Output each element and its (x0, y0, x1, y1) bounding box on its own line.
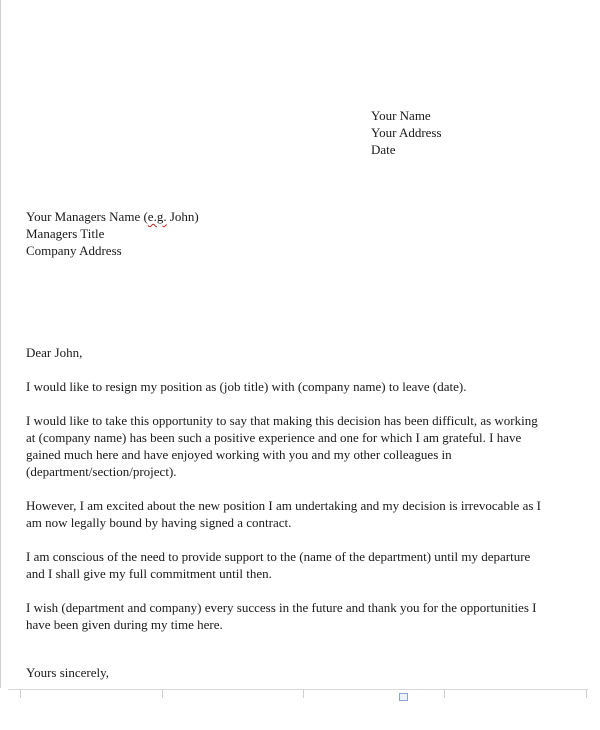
recipient-name (26, 208, 199, 225)
paragraph-resignation: I would like to resign my position as (job title) with (company name) to leave (date). (26, 379, 467, 394)
spellcheck-word[interactable]: e.g. (147, 209, 167, 224)
recipient-block (26, 208, 199, 259)
page-icon[interactable] (399, 693, 408, 701)
paragraph-new-position: However, I am excited about the new position I am undertaking and my decision is irrevocable as I am now legally bound by having signed a contract. (26, 498, 541, 530)
ruler-tick (303, 690, 304, 698)
footer-divider (8, 689, 588, 690)
recipient-address: Company Address (26, 243, 122, 258)
ruler-tick (162, 690, 163, 698)
paragraph-wishes: I wish (department and company) every success in the future and thank you for the opportunities I have been given during my time here. (26, 600, 537, 632)
closing: Yours sincerely, (26, 665, 110, 680)
page-edge (0, 0, 1, 730)
letter-date: Date (371, 142, 396, 157)
ruler-tick (586, 690, 587, 698)
sender-block (371, 107, 442, 158)
sender-name: Your Name (371, 108, 431, 123)
paragraph-support: I am conscious of the need to provide support to the (name of the department) until my departure and I shall give my full commitment until then. (26, 549, 531, 581)
ruler-tick (444, 690, 445, 698)
paragraph-gratitude: I would like to take this opportunity to say that making this decision has been difficult, as working at (company name) has been such a positive experience and one for which I am grateful. I have gained much here and have enjoyed working with you and my other colleagues in (department/section/project). (26, 413, 538, 479)
footer-toolbar (0, 688, 600, 730)
recipient-name-prefix: Your Managers Name ( (26, 209, 148, 224)
letter-body (26, 344, 546, 650)
recipient-title: Managers Title (26, 226, 105, 241)
salutation: Dear John, (26, 345, 83, 360)
sender-address: Your Address (371, 125, 442, 140)
recipient-name-suffix: John) (166, 209, 199, 224)
ruler-tick (20, 690, 21, 698)
